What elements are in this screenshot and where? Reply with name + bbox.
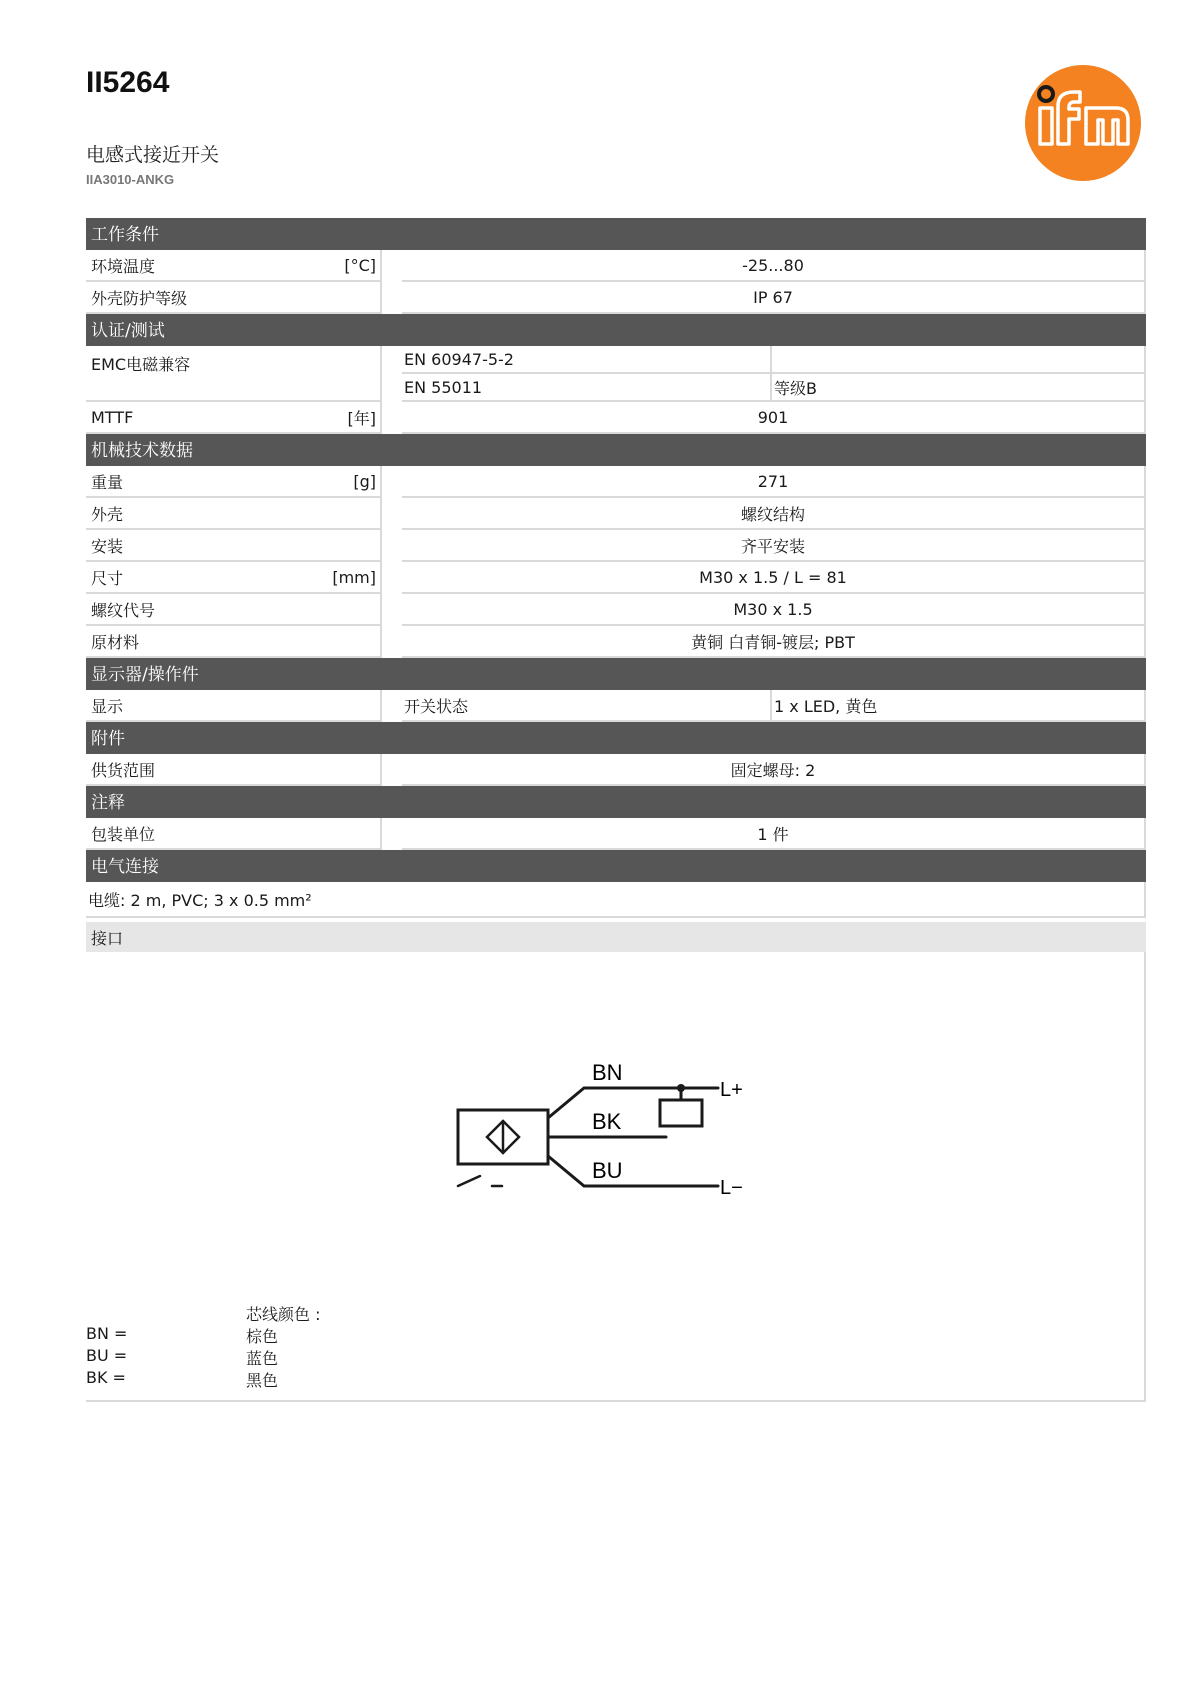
row-emc <box>86 346 1146 402</box>
legend-row <box>86 1368 278 1391</box>
legend-color: 棕色 <box>246 1327 279 1346</box>
label: 螺纹代号 <box>91 600 156 620</box>
label: 尺寸 <box>91 568 124 588</box>
label: 供货范围 <box>91 760 156 780</box>
value: 271 <box>402 466 1146 498</box>
interface-heading: 接口 <box>86 922 1146 952</box>
order-code: IIA3010-ANKG <box>86 172 175 187</box>
display-sub: 开关状态 <box>402 690 772 722</box>
section-electrical: 电气连接 <box>86 850 1146 882</box>
legend-code: BN = <box>86 1324 128 1343</box>
section-remarks: 注释 <box>86 786 1146 818</box>
emc-standard-2: EN 55011 <box>402 374 772 402</box>
label-lplus: L+ <box>720 1079 743 1101</box>
section-operating: 工作条件 <box>86 218 1146 250</box>
label: 环境温度 <box>91 256 156 276</box>
row-materials <box>86 626 1146 658</box>
unit: [g] <box>353 471 376 491</box>
label-bu: BU <box>592 1158 623 1183</box>
value: 黄铜 白青铜-镀层; PBT <box>402 626 1146 658</box>
legend-color: 黑色 <box>246 1371 279 1390</box>
label: MTTF <box>91 407 134 427</box>
label: EMC电磁兼容 <box>91 355 191 374</box>
legend-title: 芯线颜色 : <box>246 1305 321 1324</box>
switch-contact-icon <box>458 1176 480 1186</box>
emc-standard-2-note: 等级B <box>772 374 1146 402</box>
label: 安装 <box>91 536 124 556</box>
label-bk: BK <box>592 1109 622 1134</box>
row-mounting <box>86 530 1146 562</box>
label: 包装单位 <box>91 824 156 844</box>
value: -25...80 <box>402 250 1146 282</box>
junction-dot <box>677 1084 685 1092</box>
wiring-diagram-box <box>86 952 1146 1402</box>
row-ambient-temp <box>86 250 1146 282</box>
legend-row <box>86 1324 278 1347</box>
value: 齐平安装 <box>402 530 1146 562</box>
label: 外壳防护等级 <box>91 288 188 308</box>
display-value: 1 x LED, 黄色 <box>772 690 1146 722</box>
legend-code: BK = <box>86 1368 126 1387</box>
row-housing <box>86 498 1146 530</box>
label: 显示 <box>91 696 124 716</box>
emc-standard-1-note <box>772 346 1146 374</box>
row-thread <box>86 594 1146 626</box>
row-protection <box>86 282 1146 314</box>
ifm-logo-icon <box>1024 64 1142 182</box>
label-lminus: L− <box>720 1177 743 1199</box>
label: 外壳 <box>91 504 124 524</box>
emc-standard-1: EN 60947-5-2 <box>402 346 772 374</box>
section-display: 显示器/操作件 <box>86 658 1146 690</box>
unit: [mm] <box>332 567 376 587</box>
product-title: II5264 <box>86 66 170 99</box>
unit: [年] <box>347 408 376 428</box>
label: 重量 <box>91 472 124 492</box>
legend-row <box>86 1346 278 1369</box>
row-display <box>86 690 1146 722</box>
wire-bu <box>548 1156 718 1186</box>
legend-color: 蓝色 <box>246 1349 279 1368</box>
row-scope <box>86 754 1146 786</box>
label: 原材料 <box>91 632 140 652</box>
value: 固定螺母: 2 <box>402 754 1146 786</box>
row-mttf <box>86 402 1146 434</box>
cable-spec: 电缆: 2 m, PVC; 3 x 0.5 mm² <box>86 882 1146 918</box>
legend-code: BU = <box>86 1346 128 1365</box>
row-weight <box>86 466 1146 498</box>
unit: [°C] <box>344 255 376 275</box>
spec-table <box>86 218 1146 1402</box>
wiring-diagram <box>456 1042 776 1202</box>
section-accessories: 附件 <box>86 722 1146 754</box>
section-approvals: 认证/测试 <box>86 314 1146 346</box>
value: 螺纹结构 <box>402 498 1146 530</box>
value: 901 <box>402 402 1146 434</box>
value: IP 67 <box>402 282 1146 314</box>
value: M30 x 1.5 <box>402 594 1146 626</box>
section-mechanical: 机械技术数据 <box>86 434 1146 466</box>
row-packing <box>86 818 1146 850</box>
load-icon <box>660 1100 702 1126</box>
value: 1 件 <box>402 818 1146 850</box>
value: M30 x 1.5 / L = 81 <box>402 562 1146 594</box>
product-subtitle: 电感式接近开关 <box>86 144 220 166</box>
row-dimensions <box>86 562 1146 594</box>
label-bn: BN <box>592 1060 623 1085</box>
wire-bn <box>548 1088 718 1118</box>
